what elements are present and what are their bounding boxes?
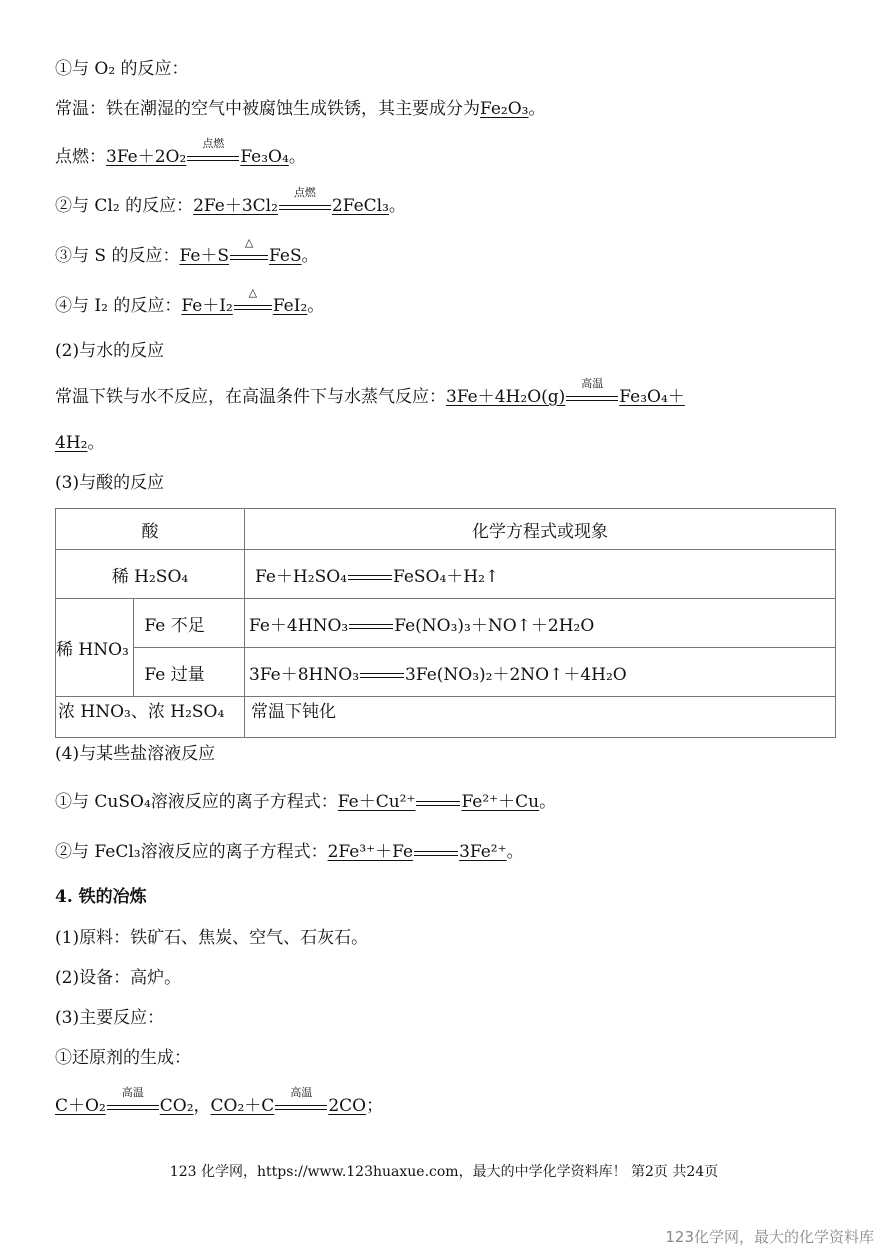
eq-rhs: 2FeCl₃ [331,196,389,216]
double-arrow [349,621,393,631]
equation-s [179,235,302,266]
equation-fecl3 [328,842,507,862]
eq-rhs: 3Fe(NO₃)₂＋2NO↑＋4H₂O [405,664,627,685]
cuso4-reaction-line [55,790,556,814]
reductant-title: ①还原剂的生成： [55,1048,191,1068]
eq-rhs: Fe₃O₄＋ [619,387,685,407]
punct: 。 [388,196,406,216]
eq-rhs-cont: 4H₂ [55,433,88,453]
double-arrow [230,235,268,262]
equation-water [446,376,685,407]
phenomenon-cell: 常温下钝化 [245,697,836,738]
punct: ； [366,1096,384,1116]
eq-lhs: Fe＋H₂SO₄ [255,566,347,587]
acid-dilute-h2so4: 稀 H₂SO₄ [56,550,245,599]
eq-lhs: 3Fe＋2O₂ [106,147,187,167]
double-arrow [234,285,272,312]
punct: 。 [506,842,524,862]
table-row [56,648,836,697]
equation-co2 [55,1085,194,1116]
water-text: 常温下铁与水不反应，在高温条件下与水蒸气反应： [55,387,446,407]
acid-section-title: (3)与酸的反应 [55,473,165,493]
eq-rhs: FeI₂ [272,296,308,316]
fecl3-label: ②与 FeCl₃溶液反应的离子方程式： [55,842,328,862]
reaction-condition: 点燃 [202,136,225,150]
eq-rhs: Fe²⁺＋Cu [461,792,540,812]
eq-rhs: 3Fe²⁺ [459,842,507,862]
page-footer: 123 化学网，https://www.123huaxue.com，最大的中学化学资料库！ 第2页 共24页 [169,1164,719,1180]
s-label: ③与 S 的反应： [55,246,180,266]
equation-cl2 [193,185,389,216]
fe-excess-label: Fe 过量 [134,648,245,697]
eq-rhs: FeSO₄＋H₂↑ [392,566,500,587]
main-reactions-title: (3)主要反应： [55,1008,165,1028]
cl2-reaction-line [55,185,406,218]
punct: 。 [288,147,306,167]
table-header-row [56,509,836,550]
equation-i2 [181,285,308,316]
eq-lhs: 3Fe＋4H₂O(g) [446,387,566,407]
double-arrow [348,572,392,582]
double-arrow [566,376,618,403]
o2-burn-line [55,136,306,169]
eq-lhs: Fe＋4HNO₃ [249,615,349,636]
reaction-condition: 高温 [581,376,604,390]
i2-label: ④与 I₂ 的反应： [55,296,182,316]
punct: 。 [301,246,319,266]
reaction-condition: 高温 [121,1085,144,1099]
eq-rhs: CO₂ [159,1096,194,1116]
double-arrow [416,798,460,808]
eq-lhs: C＋O₂ [55,1096,106,1116]
co-generation-line [55,1085,384,1118]
o2-normal-text: 常温：铁在潮湿的空气中被腐蚀生成铁锈，其主要成分为 [55,99,480,119]
cl2-label: ②与 Cl₂ 的反应： [55,196,194,216]
eq-lhs: 3Fe＋8HNO₃ [249,664,360,685]
reaction-condition: 高温 [290,1085,313,1099]
equation-cell [245,648,836,697]
cuso4-label: ①与 CuSO₄溶液反应的离子方程式： [55,792,338,812]
equation-o2-burn [106,136,289,167]
eq-lhs: 2Fe³⁺＋Fe [327,842,414,862]
o2-reaction-title: ①与 O₂ 的反应： [55,59,189,79]
equipment-line: (2)设备：高炉。 [55,968,182,988]
s-reaction-line [55,235,319,268]
equation-cell [245,599,836,648]
water-reaction-continuation [55,431,104,455]
rust-formula: Fe₂O₃ [480,99,529,119]
reaction-condition: △ [248,285,258,299]
i2-reaction-line [55,285,325,318]
water-reaction-line [55,376,685,409]
eq-lhs: CO₂＋C [210,1096,275,1116]
acid-concentrated: 浓 HNO₃、浓 H₂SO₄ [56,697,245,738]
double-arrow [187,136,239,163]
eq-rhs: FeS [269,246,302,266]
eq-lhs: Fe＋I₂ [181,296,233,316]
punct: 。 [307,296,325,316]
punct: ， [193,1096,211,1116]
double-arrow [275,1085,327,1112]
eq-lhs: 2Fe＋3Cl₂ [193,196,278,216]
eq-lhs: Fe＋S [179,246,230,266]
reaction-condition: 点燃 [293,185,316,199]
eq-rhs: Fe(NO₃)₃＋NO↑＋2H₂O [394,615,595,636]
equation-cuso4 [338,792,539,812]
table-row [56,550,836,599]
burn-label: 点燃： [55,147,106,167]
acid-dilute-hno3: 稀 HNO₃ [56,599,134,697]
raw-materials-line: (1)原料：铁矿石、焦炭、空气、石灰石。 [55,928,369,948]
punct: 。 [87,433,105,453]
salt-section-title: (4)与某些盐溶液反应 [55,744,216,764]
equation-co [210,1085,367,1116]
reaction-condition: △ [244,235,254,249]
eq-rhs: Fe₃O₄ [240,147,289,167]
fe-insufficient-label: Fe 不足 [134,599,245,648]
punct: 。 [539,792,557,812]
header-acid: 酸 [56,509,245,550]
double-arrow [107,1085,159,1112]
smelting-section-title: 4. 铁的冶炼 [55,887,147,907]
eq-lhs: Fe＋Cu²⁺ [337,792,416,812]
double-arrow [360,670,404,680]
site-watermark: 123化学网，最大的化学资料库 [665,1228,874,1246]
equation-cell [245,550,836,599]
acid-reaction-table [55,508,836,738]
eq-rhs: 2CO [328,1096,367,1116]
header-equation: 化学方程式或现象 [245,509,836,550]
fecl3-reaction-line [55,840,524,864]
table-row [56,599,836,648]
o2-normal-temp-line [55,97,546,121]
water-section-title: (2)与水的反应 [55,341,165,361]
double-arrow [279,185,331,212]
table-row [56,697,836,738]
double-arrow [414,848,458,858]
punct: 。 [528,99,546,119]
